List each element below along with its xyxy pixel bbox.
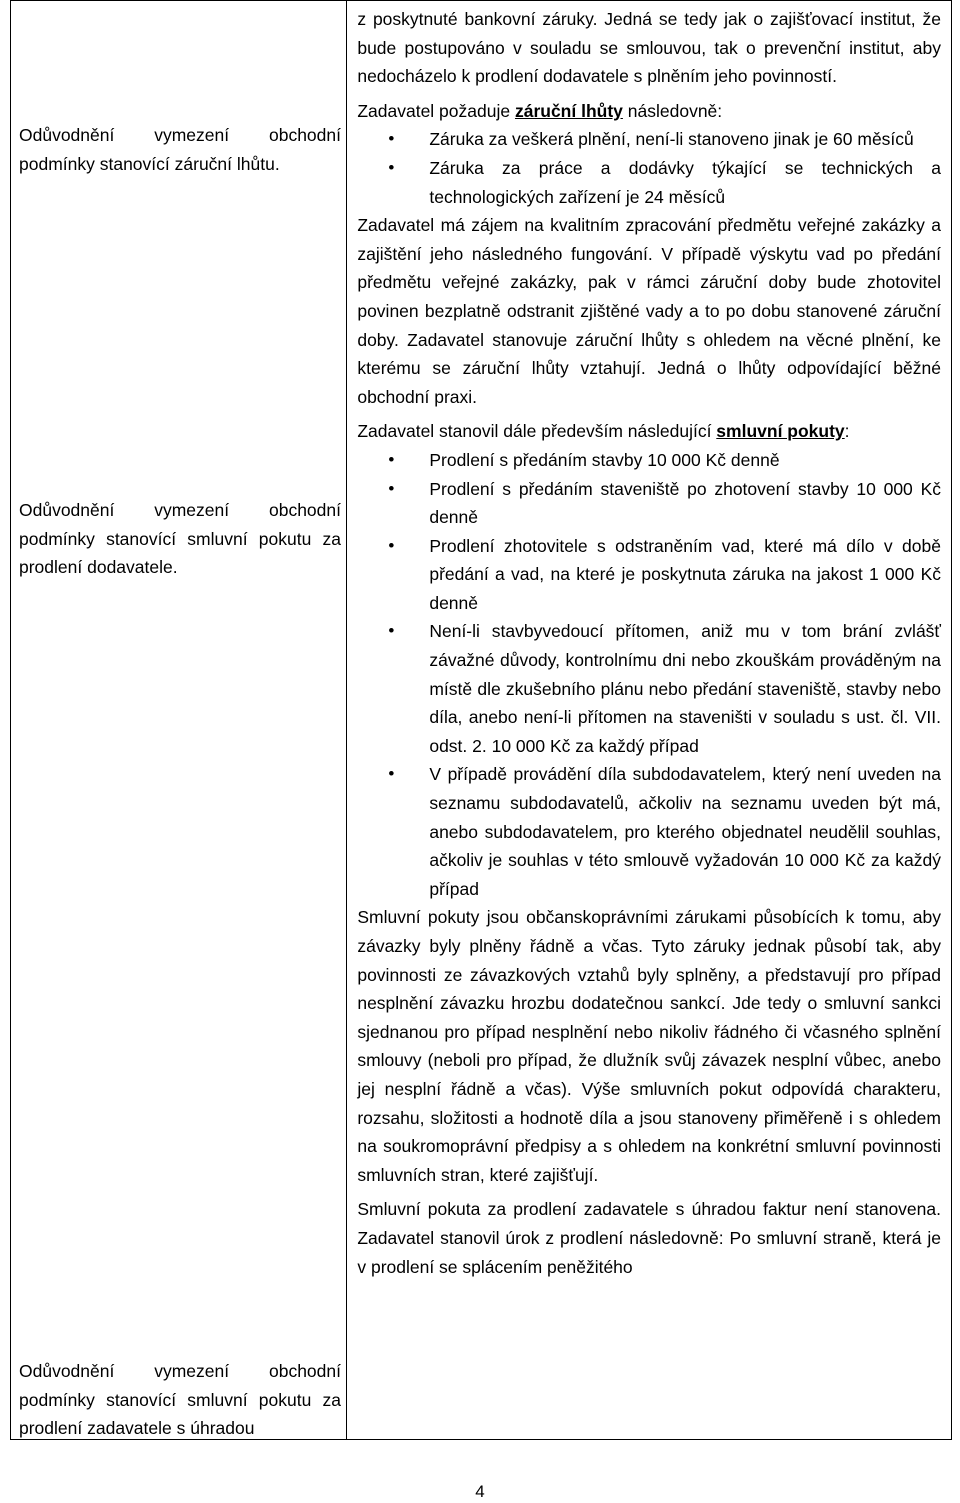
list-item: • Záruka za práce a dodávky týkající se technických a technologických zařízení je 24 měsíců bbox=[357, 154, 941, 211]
list-item: • Záruka za veškerá plnění, není-li stanoveno jinak je 60 měsíců bbox=[357, 125, 941, 154]
penalties-term: smluvní pokuty bbox=[716, 421, 845, 442]
label-column bbox=[11, 1, 347, 1440]
table-row bbox=[11, 1, 952, 1440]
warranty-list bbox=[357, 125, 941, 211]
content-text bbox=[347, 1, 951, 1285]
list-item: • Prodlení s předáním stavby 10 000 Kč denně bbox=[357, 446, 941, 475]
warranty-term: záruční lhůty bbox=[514, 100, 623, 121]
bank-guarantee-fragment: z poskytnuté bankovní záruky. Jedná se tedy jak o zajišťovací institut, že bude postupováno v souladu se smlouvou, tak o prevenční institut, aby nedocházelo k prodlení dodavatele s plněním jeho povinností. bbox=[357, 9, 941, 87]
warranty-paragraph: Zadavatel má zájem na kvalitním zpracování předmětu veřejné zakázky a zajištění jeho následného fungování. V případě výskytu vad po předání předmětu veřejné zakázky, pak v rámci záruční doby bude zhotovitel povinen bezplatně odstranit zjištěné vady a to po dobu stanovené záruční doby. Zadavatel stanovuje záruční lhůty s ohledem na věcné plnění, ke kterému se záruční lhůty vztahují. Jedná o lhůty odpovídající běžné obchodní praxi. bbox=[357, 215, 941, 407]
list-item: • Není-li stavbyvedoucí přítomen, aniž mu v tom brání zvlášť závažné důvody, kontrolnímu dni nebo zkouškám prováděným na místě dle zkušebního plánu nebo předání staveniště, stavby nebo díla, anebo není-li přítomen na staveništi v souladu s ust. čl. VII. odst. 2. 10 000 Kč za každý případ bbox=[357, 617, 941, 760]
label-contract-penalty-contracting-authority: Odůvodnění vymezení obchodní podmínky stanovící smluvní pokutu za prodlení zadavatele s úhradou bbox=[19, 1361, 341, 1438]
label-contract-penalty-supplier: Odůvodnění vymezení obchodní podmínky stanovící smluvní pokutu za prodlení dodavatele. bbox=[19, 500, 341, 577]
page-number: 4 bbox=[475, 1482, 485, 1501]
penalties-intro: Zadavatel stanovil dále především následující smluvní pokuty: bbox=[357, 421, 850, 442]
list-item: • Prodlení zhotovitele s odstraněním vad, které má dílo v době předání a vad, na které je poskytnuta záruka na jakost 1 000 Kč denně bbox=[357, 532, 941, 618]
penalties-paragraph: Smluvní pokuty jsou občanskoprávními zárukami působících k tomu, aby závazky byly plněny řádně a včas. Tyto záruky jednak působí tak, aby povinnosti ze závazkových vztahů byly splněny, a představují pro případ nesplnění závazku hrozbu dodatečnou sankcí. Jde tedy o smluvní sankci sjednanou pro případ nesplnění nebo nikoliv řádného či včasného splnění smlouvy (neboli pro případ, že dlužník svůj závazek nesplní vůbec, anebo jej nesplní řádně a včas). Výše smluvních pokut odpovídá charakteru, rozsahu, složitosti a hodnotě díla a jsou stanoveny přiměřeně i s ohledem na soukromoprávní předpisy a s ohledem na konkrétní smluvní povinnosti smluvních stran, které zajišťují. bbox=[357, 907, 941, 1185]
label-warranty: Odůvodnění vymezení obchodní podmínky stanovící záruční lhůtu. bbox=[19, 125, 341, 174]
list-item: • Prodlení s předáním staveniště po zhotovení stavby 10 000 Kč denně bbox=[357, 475, 941, 532]
justification-table bbox=[10, 0, 952, 1440]
payment-paragraph: Smluvní pokuta za prodlení zadavatele s úhradou faktur není stanovena. Zadavatel stanovil úrok z prodlení následovně: Po smluvní straně, která je v prodlení se splácením peněžitého bbox=[357, 1199, 941, 1277]
warranty-intro: Zadavatel požaduje záruční lhůty následovně: bbox=[357, 100, 723, 121]
penalties-list bbox=[357, 446, 941, 904]
content-column bbox=[347, 1, 952, 1440]
list-item: • V případě provádění díla subdodavatelem, který není uveden na seznamu subdodavatelů, ačkoliv na seznamu uveden být má, anebo subdodavatelem, pro kterého objednatel neudělil souhlas, ačkoliv je souhlas v této smlouvě vyžadován 10 000 Kč za každý případ bbox=[357, 760, 941, 903]
